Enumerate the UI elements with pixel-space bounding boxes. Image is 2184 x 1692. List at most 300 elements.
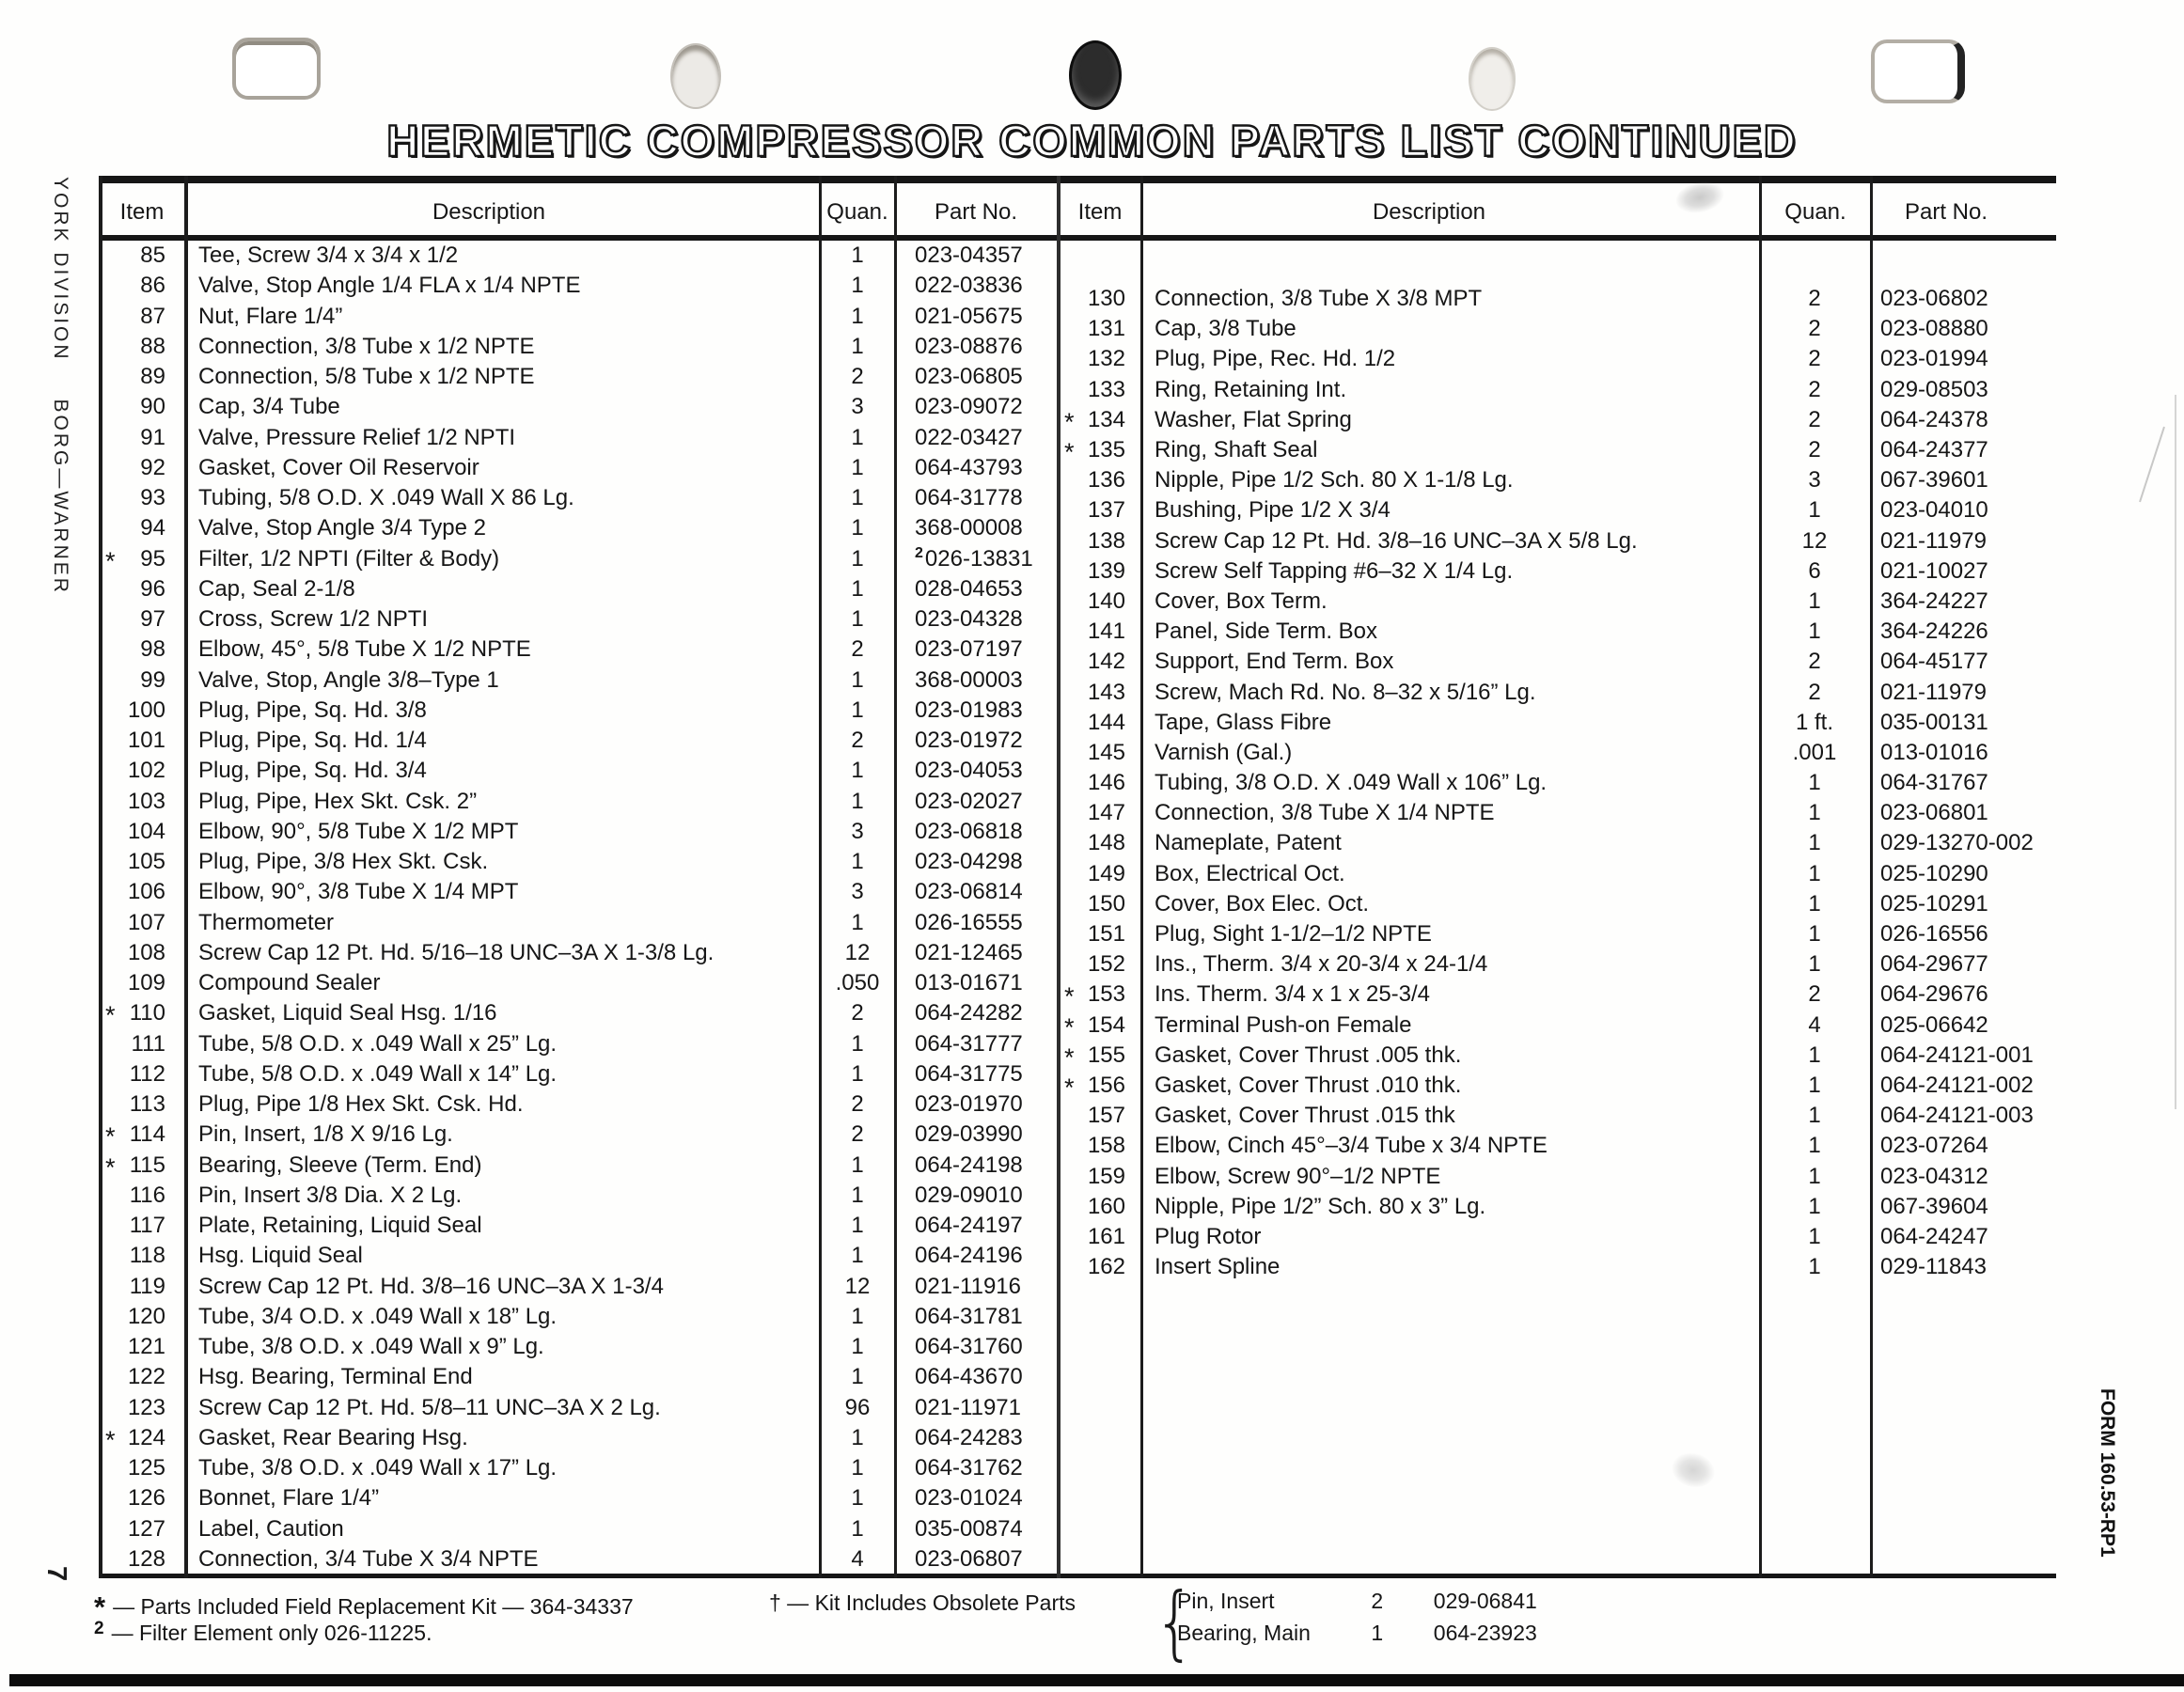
quantity: 2	[851, 1000, 864, 1026]
part-number: 023-04053	[915, 758, 1023, 784]
scan-bottom-strip	[9, 1674, 2184, 1686]
part-number: 021-05675	[915, 303, 1023, 329]
item-number-cell	[1058, 1011, 1140, 1042]
quantity: 2	[851, 728, 864, 754]
footnote-ref: 2	[915, 545, 923, 562]
table-row	[99, 332, 1058, 362]
item-number: 151	[1087, 921, 1125, 948]
item-number: 137	[1087, 497, 1125, 524]
table-row	[1058, 738, 2050, 768]
part-description: Tube, 5/8 O.D. x .049 Wall x 25” Lg.	[198, 1030, 558, 1057]
table-row	[99, 362, 1058, 392]
item-number-cell	[1058, 558, 1140, 585]
table-row	[99, 1393, 1058, 1423]
part-description: Plug, Pipe, Hex Skt. Csk. 2”	[198, 788, 478, 814]
part-number: 013-01016	[1880, 739, 1988, 765]
table-row	[99, 604, 1058, 634]
quantity: 2	[1808, 316, 1821, 342]
item-number-cell	[99, 1516, 184, 1543]
item-number-cell	[1058, 377, 1140, 403]
part-number: 067-39604	[1880, 1193, 1988, 1219]
item-number: 102	[127, 758, 165, 784]
quantity: 1	[851, 545, 864, 572]
part-description: Bearing, Sleeve (Term. End)	[198, 1152, 482, 1178]
table-row	[1058, 859, 2050, 889]
item-number: 111	[131, 1030, 165, 1057]
item-number-cell	[99, 910, 184, 936]
table-row	[1058, 768, 2050, 798]
part-description: Plug, Sight 1-1/2–1/2 NPTE	[1155, 921, 1432, 948]
item-number-cell	[99, 697, 184, 724]
part-number: 029-09010	[915, 1182, 1023, 1208]
quantity: 1	[851, 303, 864, 329]
part-number: 023-02027	[915, 788, 1023, 814]
asterisk-mark: *	[105, 1122, 116, 1152]
quantity: 2	[851, 1121, 864, 1148]
part-description: Tube, 3/8 O.D. x .049 Wall x 9” Lg.	[198, 1334, 544, 1360]
part-description: Tee, Screw 3/4 x 3/4 x 1/2	[198, 243, 459, 269]
scan-edge-line	[2175, 395, 2176, 1109]
column-header-item: Item	[119, 199, 165, 225]
part-description: Plug, Pipe, Sq. Hd. 3/8	[198, 697, 427, 723]
item-number-cell	[99, 394, 184, 420]
part-number: 064-24378	[1880, 406, 1988, 432]
parts-table-right	[1058, 284, 2050, 1282]
item-number: 143	[1087, 679, 1125, 705]
quantity: 1	[851, 1152, 864, 1178]
part-number: 064-24282	[915, 1000, 1023, 1026]
item-number: 140	[1087, 588, 1125, 614]
quantity: 1	[1808, 800, 1821, 826]
table-row	[99, 1544, 1058, 1574]
asterisk-mark: *	[1064, 1073, 1075, 1102]
quantity: 1	[851, 273, 864, 299]
quantity: 2	[851, 1091, 864, 1118]
item-number: 130	[1087, 286, 1125, 312]
quantity: 1	[851, 424, 864, 450]
item-number: 114	[129, 1121, 165, 1148]
item-number-cell	[99, 273, 184, 299]
item-number-cell	[99, 1000, 184, 1030]
asterisk-mark: *	[94, 1590, 106, 1623]
part-number: 026-16556	[1880, 921, 1988, 948]
item-number: 100	[127, 697, 165, 723]
part-number: 023-08880	[1880, 316, 1988, 342]
part-number: 025-10290	[1880, 860, 1988, 886]
part-description: Connection, 3/8 Tube X 1/4 NPTE	[1155, 800, 1495, 826]
asterisk-mark: *	[105, 1152, 116, 1182]
table-row	[99, 271, 1058, 301]
part-number: 023-04298	[915, 849, 1023, 875]
quantity: .050	[835, 970, 880, 996]
table-row	[1058, 708, 2050, 738]
quantity: 3	[851, 879, 864, 905]
quantity: 6	[1808, 557, 1821, 584]
item-number: 106	[127, 879, 165, 905]
part-description: Valve, Stop, Angle 3/8–Type 1	[198, 666, 499, 693]
footnote-obsolete-kit: † — Kit Includes Obsolete Parts	[769, 1590, 1076, 1615]
quantity: 2	[851, 364, 864, 390]
table-row	[99, 241, 1058, 271]
part-description: Connection, 5/8 Tube x 1/2 NPTE	[198, 364, 535, 390]
item-number: 150	[1087, 890, 1125, 916]
item-number: 131	[1087, 316, 1125, 342]
item-number: 132	[1087, 346, 1125, 372]
part-number: 064-29677	[1880, 951, 1988, 978]
quantity: 1	[851, 758, 864, 784]
table-row	[1058, 647, 2050, 677]
part-number: 064-31775	[915, 1060, 1023, 1087]
part-number: 023-01983	[915, 697, 1023, 723]
item-number-cell	[1058, 861, 1140, 887]
part-description: Plug, Pipe 1/8 Hex Skt. Csk. Hd.	[198, 1091, 524, 1118]
column-header-partno: Part No.	[1904, 199, 1988, 225]
part-description: Bonnet, Flare 1/4”	[198, 1485, 380, 1512]
part-description: Support, End Term. Box	[1155, 649, 1394, 675]
column-header-description: Description	[1372, 199, 1486, 225]
item-number: 155	[1087, 1042, 1125, 1068]
table-row	[99, 1059, 1058, 1089]
item-number: 124	[127, 1424, 165, 1450]
item-number-cell	[1058, 981, 1140, 1011]
item-number-cell	[1058, 830, 1140, 856]
part-number: 067-39601	[1880, 467, 1988, 494]
part-number: 064-31777	[915, 1030, 1023, 1057]
table-row	[99, 787, 1058, 817]
part-description: Nipple, Pipe 1/2 Sch. 80 X 1-1/8 Lg.	[1155, 467, 1514, 494]
table-row	[99, 574, 1058, 604]
part-description: Cap, 3/4 Tube	[198, 394, 340, 420]
table-row	[1058, 556, 2050, 587]
table-row	[99, 544, 1058, 574]
item-number: 86	[140, 273, 165, 299]
table-row	[99, 634, 1058, 665]
quantity: 1	[1808, 619, 1821, 645]
parts-table-left	[99, 241, 1058, 1574]
quantity: 1	[1808, 1103, 1821, 1129]
part-description: Screw Self Tapping #6–32 X 1/4 Lg.	[1155, 557, 1514, 584]
item-number-cell	[1058, 467, 1140, 494]
column-header-description: Description	[432, 199, 546, 225]
item-number: 98	[140, 636, 165, 663]
table-row	[1058, 465, 2050, 495]
table-row	[1058, 949, 2050, 979]
item-number-cell	[99, 1546, 184, 1573]
table-row	[99, 666, 1058, 696]
part-number: 022-03836	[915, 273, 1023, 299]
part-description: Nameplate, Patent	[1155, 830, 1342, 856]
part-number: 029-08503	[1880, 376, 1988, 402]
item-number-cell	[1058, 437, 1140, 467]
item-number: 96	[140, 575, 165, 602]
page-title: HERMETIC COMPRESSOR COMMON PARTS LIST CONTINUED	[386, 116, 1798, 165]
item-number-cell	[1058, 1254, 1140, 1280]
table-row	[99, 1089, 1058, 1120]
item-number: 160	[1087, 1193, 1125, 1219]
item-number: 113	[129, 1091, 165, 1118]
quantity: 1	[1808, 497, 1821, 524]
kit-part-description: Bearing, Main	[1177, 1621, 1311, 1645]
quantity: 1	[851, 575, 864, 602]
item-number: 117	[129, 1213, 165, 1239]
item-number-cell	[99, 1455, 184, 1481]
item-number: 154	[1087, 1011, 1125, 1038]
part-description: Plug, Pipe, Sq. Hd. 1/4	[198, 728, 427, 754]
part-description: Label, Caution	[198, 1515, 344, 1542]
item-number-cell	[1058, 497, 1140, 524]
quantity: 1	[851, 1213, 864, 1239]
table-row	[1058, 375, 2050, 405]
item-number-cell	[1058, 1164, 1140, 1190]
item-number: 158	[1087, 1133, 1125, 1159]
part-number: 023-01970	[915, 1091, 1023, 1118]
item-number: 145	[1087, 739, 1125, 765]
item-number: 121	[127, 1334, 165, 1360]
item-number: 115	[129, 1152, 165, 1178]
quantity: 1	[851, 1182, 864, 1208]
scan-edge-mark	[2139, 427, 2165, 503]
part-number: 023-07197	[915, 636, 1023, 663]
part-description: Gasket, Rear Bearing Hsg.	[198, 1424, 468, 1450]
item-number: 156	[1087, 1072, 1125, 1098]
table-row	[99, 1029, 1058, 1059]
quantity: 1	[851, 1515, 864, 1542]
quantity: 1	[1808, 1072, 1821, 1098]
item-number: 149	[1087, 860, 1125, 886]
table-row	[99, 817, 1058, 847]
item-number-cell	[99, 970, 184, 996]
quantity: 1	[851, 243, 864, 269]
quantity: 1	[851, 606, 864, 633]
table-row	[99, 1181, 1058, 1211]
part-description: Filter, 1/2 NPTI (Filter & Body)	[198, 545, 500, 572]
item-number-cell	[99, 1304, 184, 1330]
part-number: 035-00874	[915, 1515, 1023, 1542]
quantity: 1	[851, 1485, 864, 1512]
quantity: 1 ft.	[1795, 709, 1834, 735]
table-row	[99, 908, 1058, 938]
item-number: 97	[140, 606, 165, 633]
part-number: 064-31781	[915, 1303, 1023, 1329]
kit-footer-row	[1177, 1621, 1537, 1646]
table-row	[1058, 1252, 2050, 1282]
part-number: 064-29676	[1880, 981, 1988, 1008]
superscript-2-mark: 2	[94, 1619, 104, 1638]
table-top-border	[99, 176, 2056, 183]
table-row	[99, 1332, 1058, 1362]
item-number: 105	[127, 849, 165, 875]
part-description: Ring, Retaining Int.	[1155, 376, 1347, 402]
part-number: 023-04357	[915, 243, 1023, 269]
part-number: 064-31760	[915, 1334, 1023, 1360]
item-number: 139	[1087, 557, 1125, 584]
item-number: 134	[1087, 406, 1125, 432]
part-description: Gasket, Cover Thrust .010 thk.	[1155, 1072, 1462, 1098]
quantity: 1	[1808, 770, 1821, 796]
table-row	[1058, 314, 2050, 344]
part-number: 023-06807	[915, 1545, 1023, 1572]
quantity: 3	[1808, 467, 1821, 494]
table-row	[99, 938, 1058, 968]
part-number: 023-01994	[1880, 346, 1988, 372]
kit-part-quantity: 2	[1371, 1589, 1384, 1613]
quantity: 1	[851, 697, 864, 723]
quantity: 1	[1808, 1133, 1821, 1159]
part-description: Tubing, 5/8 O.D. X .049 Wall X 86 Lg.	[198, 485, 574, 511]
table-row	[99, 1211, 1058, 1241]
item-number-cell	[99, 1061, 184, 1088]
item-number-cell	[1058, 740, 1140, 766]
part-number: 023-04328	[915, 606, 1023, 633]
table-row	[99, 392, 1058, 422]
asterisk-mark: *	[1064, 438, 1075, 467]
quantity: 2	[1808, 376, 1821, 402]
quantity: 12	[844, 1273, 871, 1299]
part-description: Elbow, 90°, 3/8 Tube X 1/4 MPT	[198, 879, 519, 905]
part-number: 023-09072	[915, 394, 1023, 420]
quantity: 1	[851, 788, 864, 814]
table-row	[99, 1241, 1058, 1271]
part-description: Plate, Retaining, Liquid Seal	[198, 1213, 482, 1239]
table-row	[1058, 1192, 2050, 1222]
item-number-cell	[99, 667, 184, 694]
division-label: YORK DIVISION	[50, 177, 71, 362]
item-number: 99	[140, 666, 165, 693]
quantity: 1	[1808, 951, 1821, 978]
quantity: 1	[851, 1364, 864, 1390]
part-number: 026-16555	[915, 909, 1023, 935]
part-number: 023-01972	[915, 728, 1023, 754]
part-description: Gasket, Cover Oil Reservoir	[198, 454, 479, 480]
part-description: Panel, Side Term. Box	[1155, 619, 1378, 645]
table-row	[1058, 1222, 2050, 1252]
item-number-cell	[1058, 770, 1140, 796]
item-number-cell	[99, 425, 184, 451]
part-number: 021-11971	[915, 1394, 1021, 1420]
quantity: 1	[1808, 890, 1821, 916]
quantity: 2	[1808, 981, 1821, 1008]
column-header-quan: Quan.	[826, 199, 888, 225]
table-row	[99, 1514, 1058, 1544]
item-number: 138	[1087, 527, 1125, 554]
item-number-cell	[99, 1485, 184, 1512]
brace-glyph: {	[1154, 1575, 1196, 1669]
item-number-cell	[1058, 316, 1140, 342]
item-number-cell	[99, 728, 184, 754]
item-number-cell	[99, 819, 184, 845]
item-number: 118	[129, 1243, 165, 1269]
quantity: 2	[1808, 679, 1821, 705]
table-row	[99, 756, 1058, 786]
table-row	[1058, 798, 2050, 828]
item-number-cell	[1058, 1194, 1140, 1220]
part-description: Thermometer	[198, 909, 335, 935]
part-description: Gasket, Liquid Seal Hsg. 1/16	[198, 1000, 497, 1026]
item-number-cell	[1058, 891, 1140, 917]
part-number: 029-11843	[1880, 1254, 1987, 1280]
item-number: 94	[140, 515, 165, 541]
part-description: Gasket, Cover Thrust .005 thk.	[1155, 1042, 1462, 1068]
asterisk-mark: *	[105, 1425, 116, 1454]
item-number-cell	[1058, 346, 1140, 372]
item-number-cell	[99, 1364, 184, 1390]
part-number: 064-45177	[1880, 649, 1988, 675]
part-number: 021-11916	[915, 1273, 1021, 1299]
table-row	[1058, 617, 2050, 647]
quantity: .001	[1792, 739, 1837, 765]
table-row	[99, 696, 1058, 726]
part-description: Valve, Stop Angle 1/4 FLA x 1/4 NPTE	[198, 273, 581, 299]
item-number-cell	[99, 1091, 184, 1118]
item-number: 116	[129, 1182, 165, 1208]
table-row	[1058, 677, 2050, 707]
part-description: Compound Sealer	[198, 970, 381, 996]
part-number: 023-08876	[915, 333, 1023, 359]
part-number: 021-11979	[1880, 527, 1987, 554]
quantity: 1	[851, 515, 864, 541]
column-header-item: Item	[1077, 199, 1123, 225]
item-number: 162	[1087, 1254, 1125, 1280]
part-description: Tubing, 3/8 O.D. X .049 Wall x 106” Lg.	[1155, 770, 1548, 796]
part-number: 368-00008	[915, 515, 1023, 541]
quantity: 2	[1808, 649, 1821, 675]
part-description: Connection, 3/8 Tube X 3/8 MPT	[1155, 286, 1483, 312]
item-number-cell	[1058, 649, 1140, 675]
kit-part-number: 029-06841	[1433, 1589, 1537, 1613]
company-label: BORG—WARNER	[50, 399, 71, 595]
item-number: 85	[140, 243, 165, 269]
item-number-cell	[99, 364, 184, 390]
table-row	[99, 423, 1058, 453]
part-description: Screw Cap 12 Pt. Hd. 3/8–16 UNC–3A X 5/8 Lg.	[1155, 527, 1638, 554]
quantity: 1	[851, 1455, 864, 1481]
item-number-cell	[99, 1424, 184, 1454]
part-description: Cap, 3/8 Tube	[1155, 316, 1296, 342]
item-number: 126	[127, 1485, 165, 1512]
part-number: 364-24226	[1880, 619, 1988, 645]
item-number: 88	[140, 333, 165, 359]
quantity: 1	[851, 454, 864, 480]
item-number-cell	[1058, 951, 1140, 978]
quantity: 4	[851, 1545, 864, 1572]
table-row	[99, 1362, 1058, 1392]
item-number: 107	[127, 909, 165, 935]
table-row	[1058, 919, 2050, 949]
part-number: 064-24197	[915, 1213, 1023, 1239]
item-number: 103	[127, 788, 165, 814]
part-number: 023-07264	[1880, 1133, 1988, 1159]
table-row	[99, 726, 1058, 756]
quantity: 1	[851, 485, 864, 511]
item-number-cell	[1058, 528, 1140, 555]
part-number: 364-24227	[1880, 588, 1988, 614]
table-row	[1058, 889, 2050, 919]
asterisk-mark: *	[1064, 982, 1075, 1011]
quantity: 2	[1808, 437, 1821, 463]
table-row	[1058, 435, 2050, 465]
quantity: 12	[1801, 527, 1828, 554]
item-number-cell	[1058, 1042, 1140, 1072]
quantity: 1	[851, 1424, 864, 1450]
part-number: 021-12465	[915, 939, 1023, 965]
part-description: Plug, Pipe, Sq. Hd. 3/4	[198, 758, 427, 784]
table-row	[99, 453, 1058, 483]
table-row	[99, 1272, 1058, 1302]
quantity: 1	[1808, 921, 1821, 948]
item-number: 119	[129, 1273, 165, 1299]
item-number: 122	[127, 1364, 165, 1390]
item-number: 92	[140, 454, 165, 480]
